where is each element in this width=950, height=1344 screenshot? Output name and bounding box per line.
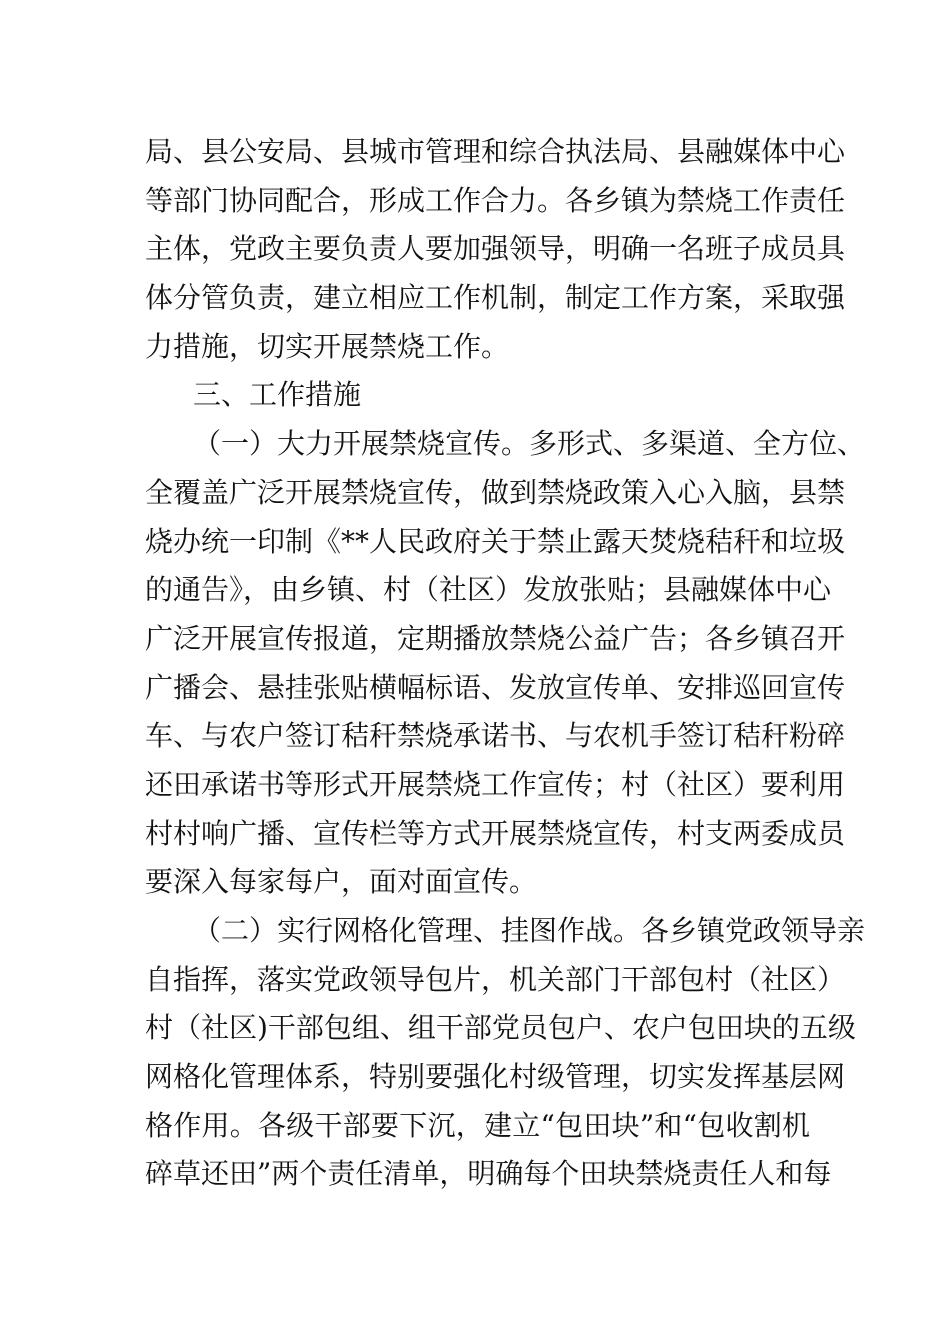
section-heading: 三、工作措施 — [193, 378, 362, 412]
paragraph-3-line-4: 的通告》，由乡镇、村（社区）发放张贴；县融媒体中心 — [145, 573, 832, 607]
paragraph-3-line-7: 车、与农户签订秸秆禁烧承诺书、与农机手签订秸秆粉碎 — [145, 719, 846, 753]
paragraph-1-line-2: 等部门协同配合，形成工作合力。各乡镇为禁烧工作责任 — [145, 183, 846, 217]
paragraph-1-line-3: 主体，党政主要负责人要加强领导，明确一名班子成员具 — [145, 232, 846, 266]
paragraph-3-line-10: 要深入每家每户，面对面宣传。 — [145, 865, 538, 899]
paragraph-1-line-4: 体分管负责，建立相应工作机制，制定工作方案，采取强 — [145, 281, 846, 315]
paragraph-3-line-1: （一）大力开展禁烧宣传。多形式、多渠道、全方位、 — [193, 427, 866, 461]
paragraph-4-line-5: 格作用。各级干部要下沉，建立“包田块”和“包收割机 — [145, 1108, 810, 1142]
paragraph-4-line-6: 碎草还田”两个责任清单，明确每个田块禁烧责任人和每 — [145, 1157, 832, 1191]
paragraph-4-line-1: （二）实行网格化管理、挂图作战。各乡镇党政领导亲 — [193, 914, 866, 947]
paragraph-4-line-3: 村（社区)干部包组、组干部党员包户、农户包田块的五级 — [145, 1011, 856, 1045]
paragraph-3-line-9: 村村响广播、宣传栏等方式开展禁烧宣传，村支两委成员 — [145, 816, 846, 850]
document-body — [145, 128, 866, 1199]
paragraph-4-line-2: 自指挥，落实党政领导包片，机关部门干部包村（社区） — [145, 962, 846, 996]
paragraph-3-line-6: 广播会、悬挂张贴横幅标语、发放宣传单、安排巡回宣传 — [145, 670, 846, 704]
paragraph-3-line-8: 还田承诺书等形式开展禁烧工作宣传；村（社区）要利用 — [145, 767, 846, 801]
paragraph-3-line-5: 广泛开展宣传报道，定期播放禁烧公益广告；各乡镇召开 — [145, 621, 846, 655]
paragraph-3-line-3: 烧办统一印制《**人民政府关于禁止露天焚烧秸秆和垃圾 — [145, 524, 846, 558]
paragraph-3-line-2: 全覆盖广泛开展禁烧宣传，做到禁烧政策入心入脑，县禁 — [145, 475, 846, 509]
paragraph-4-line-4: 网格化管理体系，特别要强化村级管理，切实发挥基层网 — [145, 1060, 846, 1094]
paragraph-1-line-5: 力措施，切实开展禁烧工作。 — [145, 329, 510, 363]
paragraph-1-line-1: 局、县公安局、县城市管理和综合执法局、县融媒体中心 — [145, 135, 846, 168]
